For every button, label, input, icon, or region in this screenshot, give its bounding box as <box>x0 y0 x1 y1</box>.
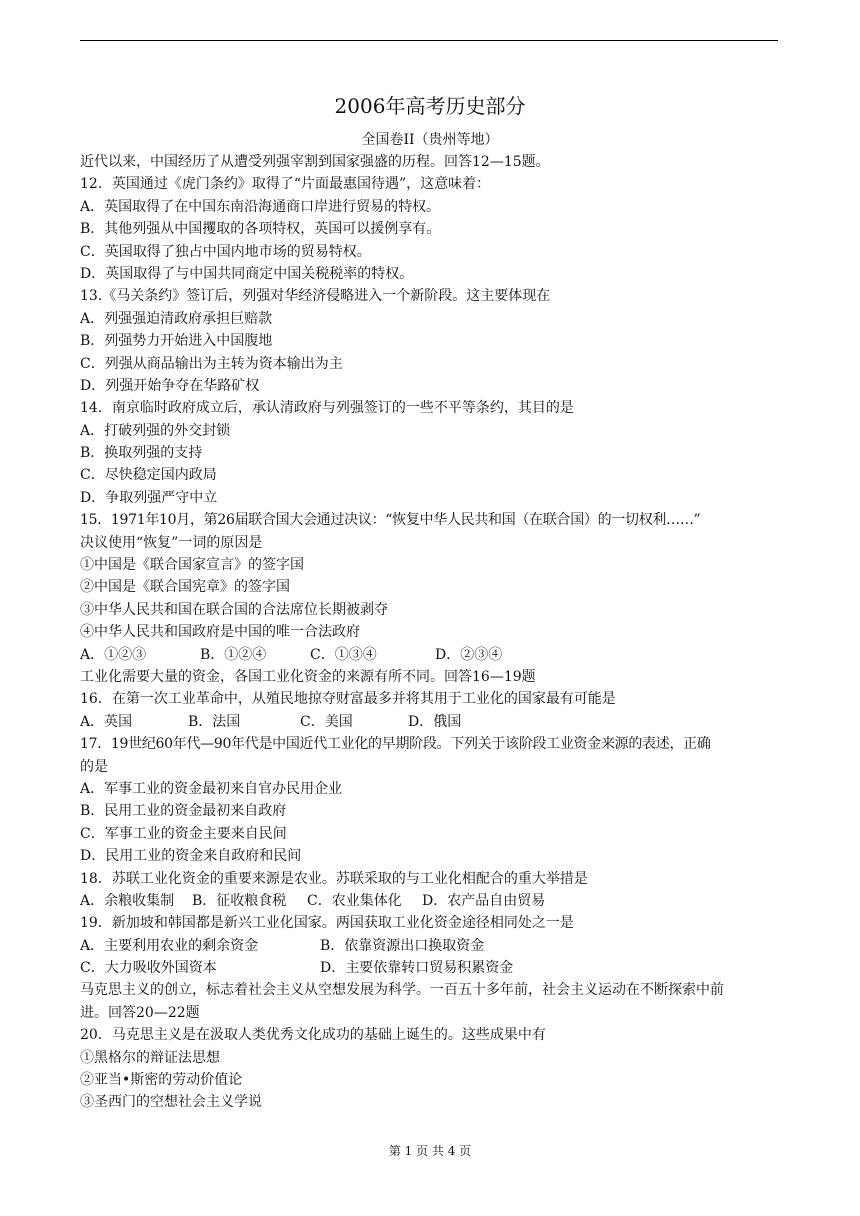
text-line: 决议使用“恢复”一词的原因是 <box>80 534 263 551</box>
text-line: 的是 <box>80 758 108 775</box>
options-row <box>80 935 780 957</box>
options-row <box>80 644 780 666</box>
document-body <box>80 151 780 1114</box>
text-line: A．军事工业的资金最初来自官办民用企业 <box>80 780 343 797</box>
options-row <box>80 711 780 733</box>
text-line: 12．英国通过《虎门条约》取得了“片面最惠国待遇”，这意味着： <box>80 176 491 193</box>
text-line: 18．苏联工业化资金的重要来源是农业。苏联采取的与工业化相配合的重大举措是 <box>80 870 588 887</box>
text-line: C．军事工业的资金主要来自民间 <box>80 825 287 842</box>
text-line: 20．马克思主义是在汲取人类优秀文化成功的基础上诞生的。这些成果中有 <box>80 1027 546 1044</box>
text-line: 13.《马关条约》签订后，列强对华经济侵略进入一个新阶段。这主要体现在 <box>80 288 551 305</box>
options-row <box>80 890 780 912</box>
text-line: A．列强强迫清政府承担巨赔款 <box>80 310 273 327</box>
option-choice: A．主要利用农业的剩余资金 <box>80 937 259 954</box>
text-line: C．尽快稳定国内政局 <box>80 467 217 484</box>
text-line: 进。回答20—22题 <box>80 1004 200 1021</box>
option-choice: C．美国 <box>300 713 353 730</box>
text-line: 15．1971年10月，第26届联合国大会通过决议：“恢复中华人民共和国（在联合国）的一切权利……” <box>80 512 701 529</box>
exam-subtitle: 全国卷II（贵州等地） <box>361 132 499 148</box>
text-line: ②中国是《联合国宪章》的签字国 <box>80 579 290 596</box>
text-line: ③圣西门的空想社会主义学说 <box>80 1094 262 1111</box>
text-line: D．列强开始争夺在华路矿权 <box>80 377 260 394</box>
option-choice: B．法国 <box>188 713 241 730</box>
option-choice: B．征收粮食税 <box>192 892 287 909</box>
option-choice: C．①③④ <box>310 646 377 663</box>
text-line: 近代以来，中国经历了从遭受列强宰割到国家强盛的历程。回答12—15题。 <box>80 154 550 170</box>
text-line: 工业化需要大量的资金，各国工业化资金的来源有所不同。回答16—19题 <box>80 668 536 685</box>
option-choice: D．俄国 <box>408 713 462 730</box>
option-choice: D．农产品自由贸易 <box>422 892 546 909</box>
text-line: ①中国是《联合国家宣言》的签字国 <box>80 557 304 574</box>
option-choice: C．大力吸收外国资本 <box>80 960 217 977</box>
text-line: 马克思主义的创立，标志着社会主义从空想发展为科学。一百五十多年前，社会主义运动在不断探索中前 <box>80 982 724 999</box>
text-line: B．民用工业的资金最初来自政府 <box>80 803 287 820</box>
text-line: ④中华人民共和国政府是中国的唯一合法政府 <box>80 624 360 641</box>
text-line: ①黑格尔的辩证法思想 <box>80 1049 220 1066</box>
option-choice: D．②③④ <box>435 646 503 663</box>
option-choice: B．①②④ <box>200 646 267 663</box>
text-line: A．打破列强的外交封锁 <box>80 422 231 439</box>
text-line: D．民用工业的资金来自政府和民间 <box>80 848 302 865</box>
text-line: D．争取列强严守中立 <box>80 489 218 506</box>
text-line: B．换取列强的支持 <box>80 445 203 462</box>
text-line: C．列强从商品输出为主转为资本输出为主 <box>80 355 343 372</box>
text-line: 17．19世纪60年代—90年代是中国近代工业化的早期阶段。下列关于该阶段工业资金来源的表述，正确 <box>80 736 711 753</box>
text-line: ③中华人民共和国在联合国的合法席位长期被剥夺 <box>80 601 388 618</box>
option-choice: A．余粮收集制 <box>80 892 175 909</box>
option-choice: D．主要依靠转口贸易积累资金 <box>320 960 514 977</box>
option-choice: C．农业集体化 <box>307 892 402 909</box>
text-line: A．英国取得了在中国东南沿海通商口岸进行贸易的特权。 <box>80 198 441 215</box>
text-line: ②亚当•斯密的劳动价值论 <box>80 1072 243 1089</box>
option-choice: B．依靠资源出口换取资金 <box>320 937 485 954</box>
page-footer: 第 1 页 共 4 页 <box>388 1144 472 1158</box>
text-line: 16．在第一次工业革命中，从殖民地掠夺财富最多并将其用于工业化的国家最有可能是 <box>80 691 616 708</box>
option-choice: A．英国 <box>80 713 133 730</box>
text-line: C．英国取得了独占中国内地市场的贸易特权。 <box>80 243 371 260</box>
header-rule <box>80 40 778 41</box>
text-line: B．列强势力开始进入中国腹地 <box>80 333 273 350</box>
text-line: D．英国取得了与中国共同商定中国关税税率的特权。 <box>80 265 414 282</box>
options-row <box>80 957 780 979</box>
text-line: 19．新加坡和韩国都是新兴工业化国家。两国获取工业化资金途径相同处之一是 <box>80 915 574 932</box>
option-choice: A．①②③ <box>80 646 147 663</box>
text-line: 14．南京临时政府成立后，承认清政府与列强签订的一些不平等条约，其目的是 <box>80 400 574 417</box>
page-title: 2006年高考历史部分 <box>334 94 526 118</box>
text-line: B．其他列强从中国攫取的各项特权，英国可以援例享有。 <box>80 221 441 238</box>
